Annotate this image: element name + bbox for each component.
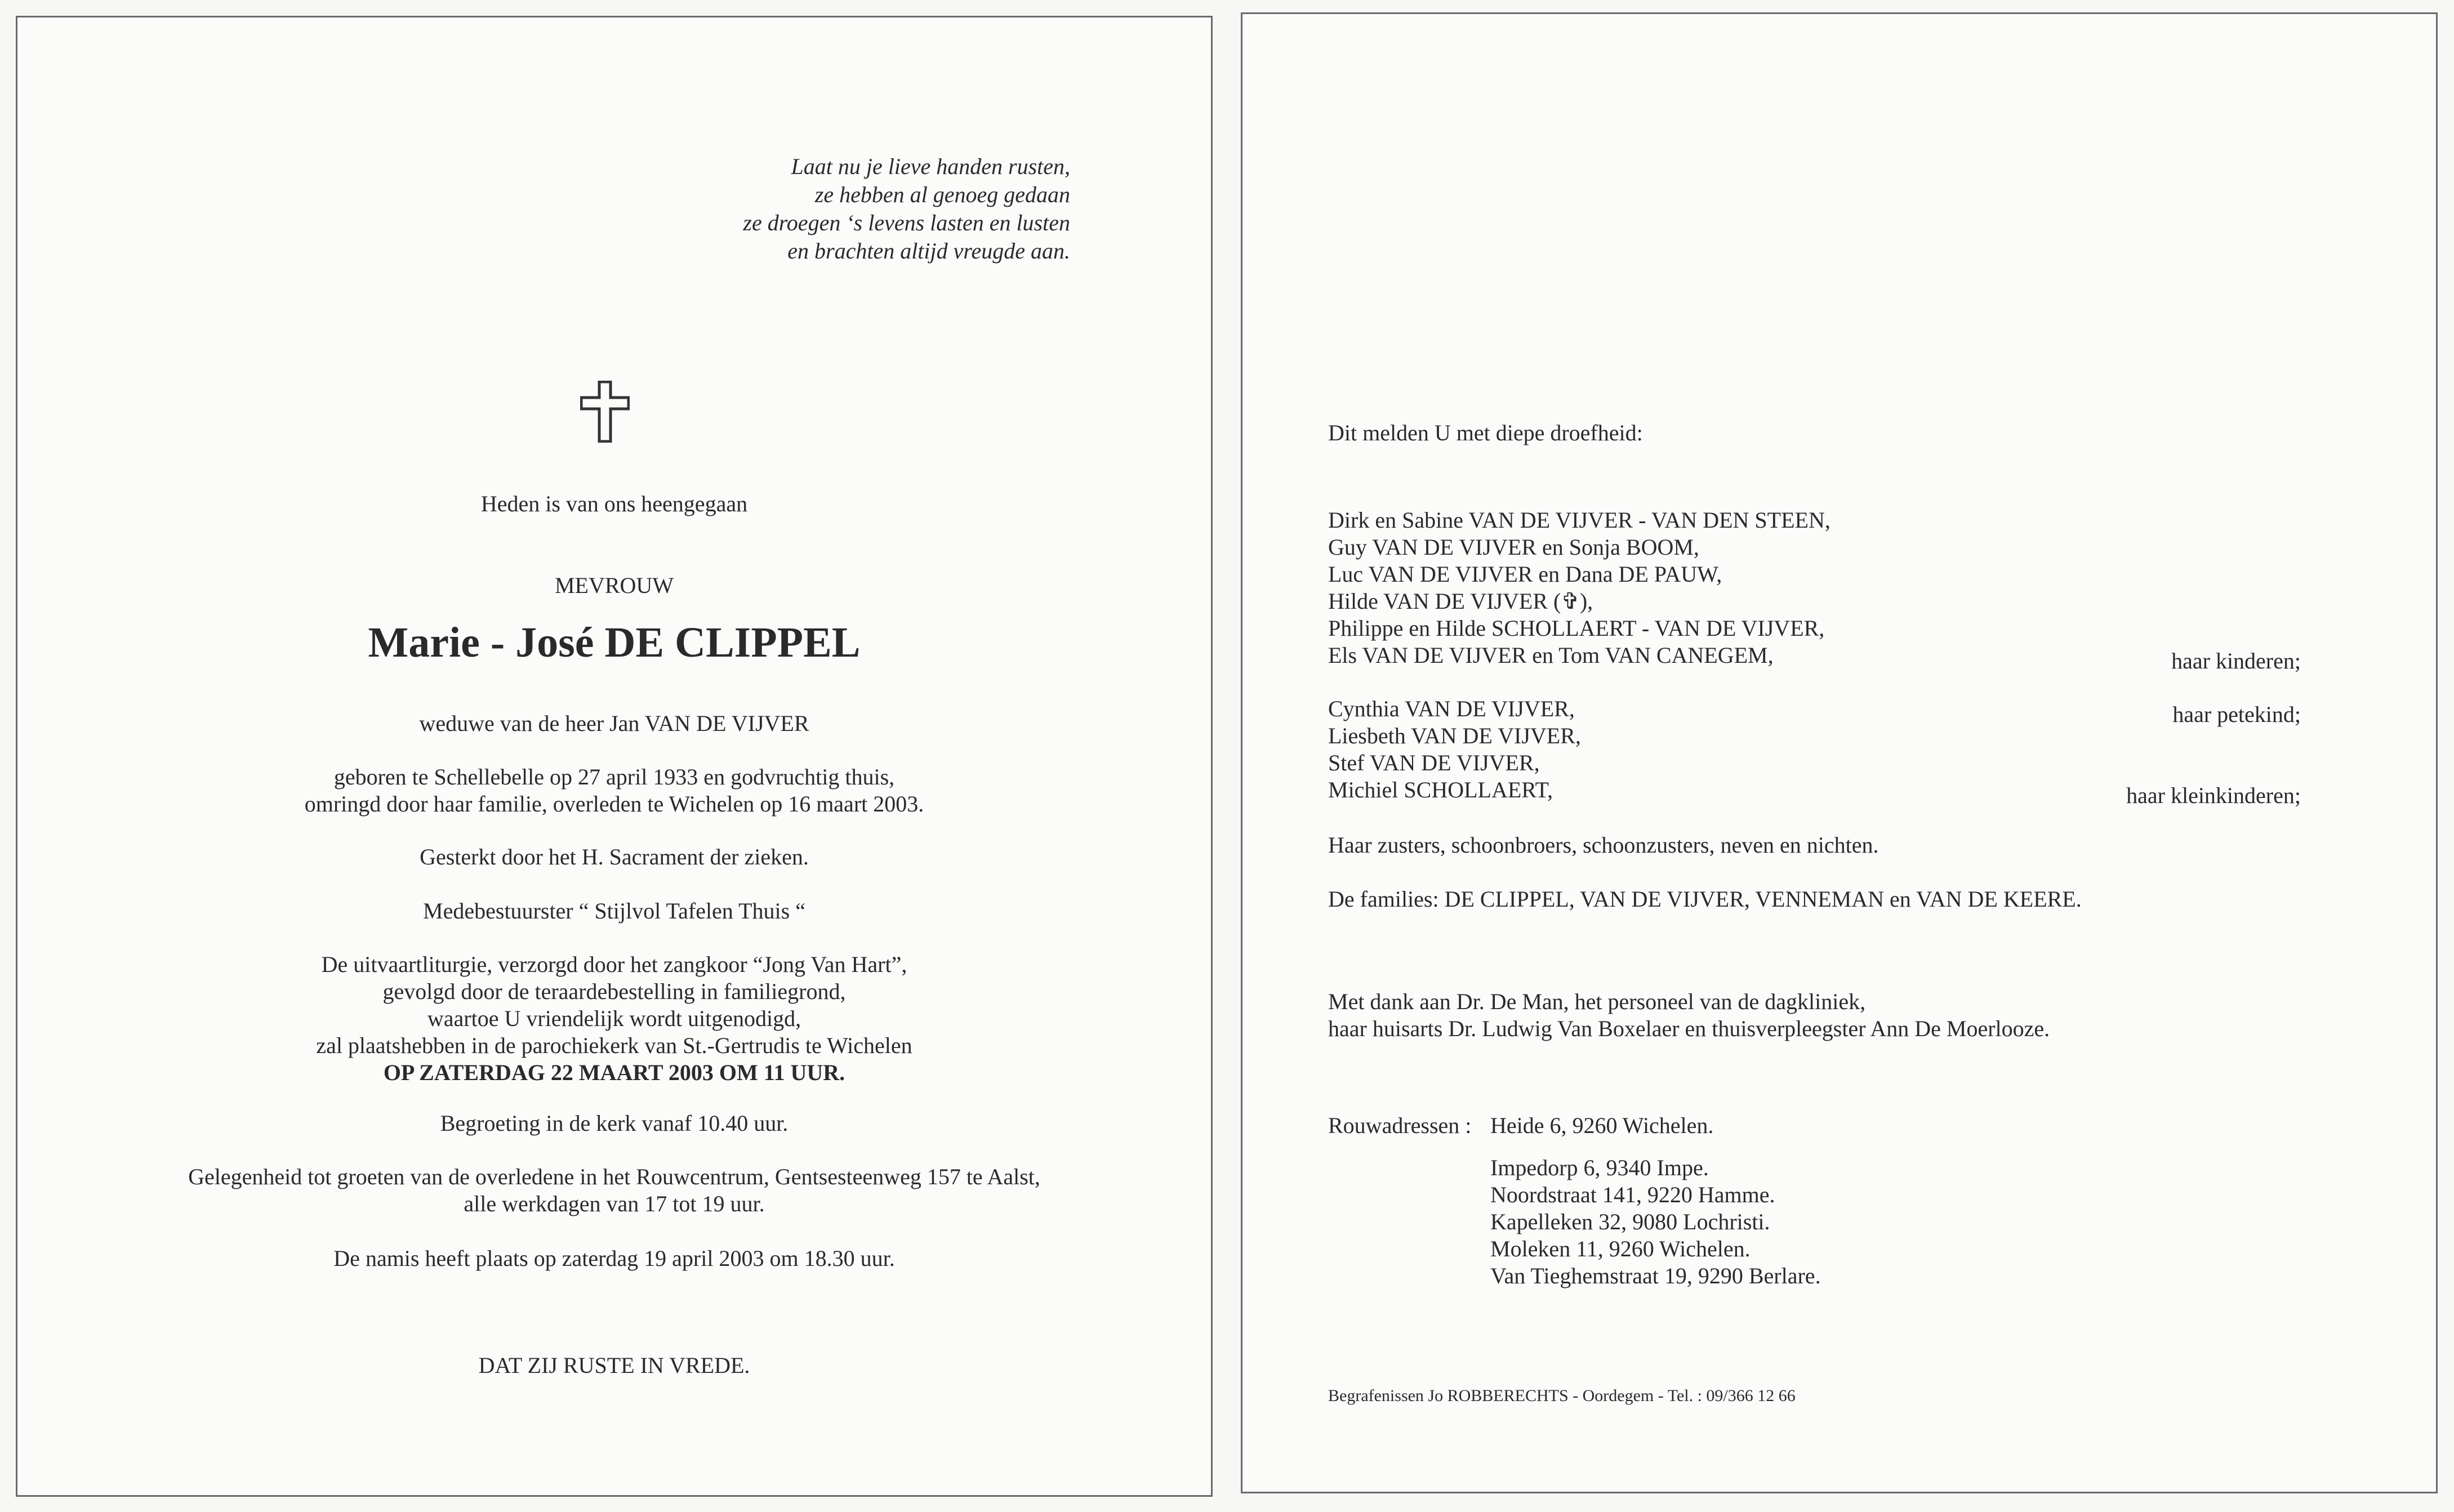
funeral-line: gevolgd door de teraardebestelling in familiegrond, xyxy=(382,979,846,1004)
co-manager-text: Medebestuurster “ Stijlvol Tafelen Thuis “ xyxy=(423,898,805,924)
poem-line: ze droegen ‘s levens lasten en lusten xyxy=(743,210,1070,235)
grandchild-line: Michiel SCHOLLAERT, xyxy=(1328,777,1553,802)
child-line: Dirk en Sabine VAN DE VIJVER - VAN DEN STEEN, xyxy=(1328,507,1831,533)
poem-line: en brachten altijd vreugde aan. xyxy=(787,238,1070,264)
widow-text: weduwe van de heer Jan VAN DE VIJVER xyxy=(419,711,809,736)
grandchild-line: Cynthia VAN DE VIJVER, xyxy=(1328,696,1575,721)
child-line: Els VAN DE VIJVER en Tom VAN CANEGEM, xyxy=(1328,643,1774,668)
poem xyxy=(743,153,1070,265)
grandchild-line: Liesbeth VAN DE VIJVER, xyxy=(1328,723,1581,748)
closing-text: DAT ZIJ RUSTE IN VREDE. xyxy=(478,1353,750,1378)
visit-line: alle werkdagen van 17 tot 19 uur. xyxy=(464,1191,765,1216)
funeral-line: De uitvaartliturgie, verzorgd door het zangkoor “Jong Van Hart”, xyxy=(321,952,907,977)
greeting-text: Begroeting in de kerk vanaf 10.40 uur. xyxy=(440,1110,789,1136)
poem-line: ze hebben al genoeg gedaan xyxy=(814,182,1070,207)
grandchildren-label: haar kleinkinderen; xyxy=(2126,783,2301,808)
sacrament-text: Gesterkt door het H. Sacrament der zieken. xyxy=(420,844,809,869)
poem-line: Laat nu je lieve handen rusten, xyxy=(791,154,1070,179)
born-line: omringd door haar familie, overleden te Wichelen op 16 maart 2003. xyxy=(304,791,924,817)
born-line: geboren te Schellebelle op 27 april 1933 en godvruchtig thuis, xyxy=(333,764,895,790)
visit-line: Gelegenheid tot groeten van de overledene in het Rouwcentrum, Gentsesteenweg 157 te Aalst, xyxy=(188,1164,1040,1189)
left-page xyxy=(16,16,1213,1497)
thanks-line: Met dank aan Dr. De Man, het personeel van de dagkliniek, xyxy=(1328,989,1866,1014)
address-line: Moleken 11, 9260 Wichelen. xyxy=(1490,1236,1751,1261)
address-line: Noordstraat 141, 9220 Hamme. xyxy=(1490,1182,1775,1207)
funeral-date: OP ZATERDAG 22 MAART 2003 OM 11 UUR. xyxy=(383,1060,845,1085)
address-line: Impedorp 6, 9340 Impe. xyxy=(1490,1155,1709,1180)
child-line: Philippe en Hilde SCHOLLAERT - VAN DE VIJVER, xyxy=(1328,615,1825,641)
address-line: Kapelleken 32, 9080 Lochristi. xyxy=(1490,1209,1770,1234)
intro-text: Heden is van ons heengegaan xyxy=(480,491,748,516)
addresses-label: Rouwadressen : xyxy=(1328,1113,1472,1138)
funeral-line: waartoe U vriendelijk wordt uitgenodigd, xyxy=(427,1006,801,1031)
deceased-name: Marie - José DE CLIPPEL xyxy=(368,619,861,666)
thanks-line: haar huisarts Dr. Ludwig Van Boxelaer en thuisverpleegster Ann De Moerlooze. xyxy=(1328,1016,2050,1041)
child-line: Guy VAN DE VIJVER en Sonja BOOM, xyxy=(1328,534,1699,560)
child-line: Hilde VAN DE VIJVER (✞), xyxy=(1328,588,1593,614)
families-text: De families: DE CLIPPEL, VAN DE VIJVER, VENNEMAN en VAN DE KEERE. xyxy=(1328,886,2082,912)
funeral-line: zal plaatshebben in de parochiekerk van St.-Gertrudis te Wichelen xyxy=(316,1033,912,1058)
grandchild-line: Stef VAN DE VIJVER, xyxy=(1328,750,1540,775)
siblings-text: Haar zusters, schoonbroers, schoonzusters, neven en nichten. xyxy=(1328,832,1879,858)
child-line: Luc VAN DE VIJVER en Dana DE PAUW, xyxy=(1328,561,1722,587)
address-line: Van Tieghemstraat 19, 9290 Berlare. xyxy=(1490,1263,1821,1288)
cross-icon xyxy=(580,381,630,443)
undertaker-text: Begrafenissen Jo ROBBERECHTS - Oordegem - Tel. : 09/366 12 66 xyxy=(1328,1386,1796,1405)
godchild-label: haar petekind; xyxy=(2172,702,2301,727)
address-line: Heide 6, 9260 Wichelen. xyxy=(1490,1113,1714,1138)
children-label: haar kinderen; xyxy=(2171,648,2301,674)
memorial-text: De namis heeft plaats op zaterdag 19 april 2003 om 18.30 uur. xyxy=(333,1246,895,1271)
right-page xyxy=(1241,12,2438,1493)
title-text: MEVROUW xyxy=(554,573,674,598)
announcement-text: Dit melden U met diepe droefheid: xyxy=(1328,420,1643,445)
